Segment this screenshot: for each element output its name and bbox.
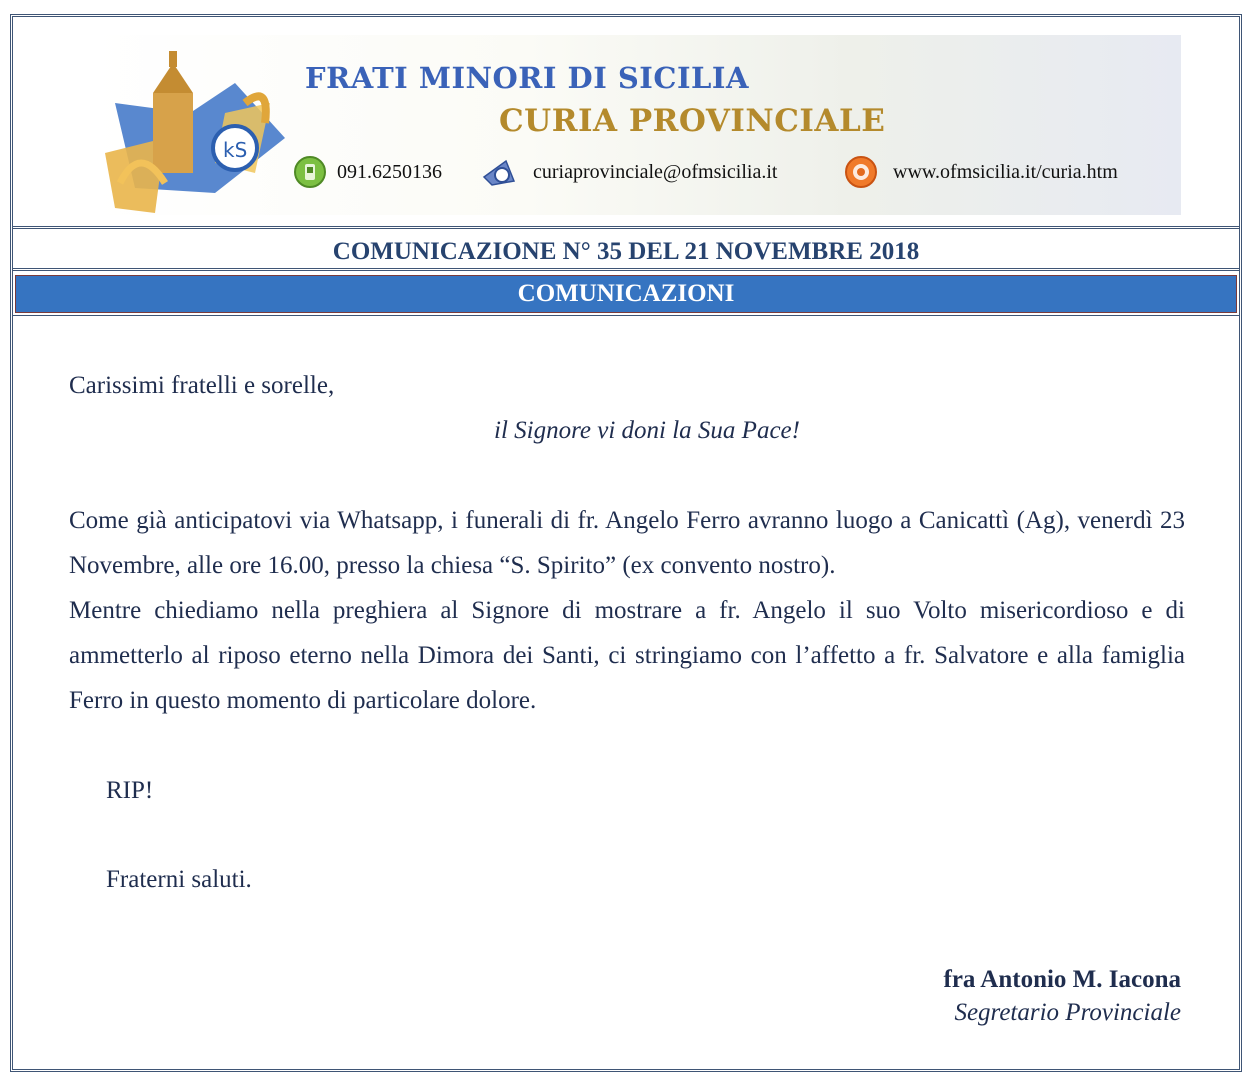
web-icon	[839, 155, 883, 189]
greeting: Carissimi fratelli e sorelle,	[69, 372, 335, 399]
communication-title: COMUNICAZIONE N° 35 DEL 21 NOVEMBRE 2018	[13, 233, 1239, 271]
phone-icon	[293, 155, 327, 189]
divider	[13, 315, 1239, 316]
logo	[95, 43, 295, 213]
svg-text:kS: kS	[223, 138, 248, 162]
signature-name: fra Antonio M. Iacona	[943, 966, 1181, 993]
contact-phone	[293, 155, 442, 189]
email-icon	[475, 155, 523, 189]
email-address[interactable]: curiaprovinciale@ofmsicilia.it	[533, 160, 778, 183]
signature-role: Segretario Provinciale	[954, 999, 1181, 1026]
paragraph-2: Mentre chiediamo nella preghiera al Signore di mostrare a fr. Angelo il suo Volto misericordioso e di ammetterlo al riposo eterno nella Dimora dei Santi, ci stringiamo con l’affetto a fr. Salvatore e alla famiglia Ferro in questo momento di particolare dolore.	[69, 597, 1185, 714]
phone-number: 091.6250136	[337, 160, 442, 183]
rip-line: RIP!	[106, 777, 154, 804]
contact-email[interactable]	[475, 155, 777, 189]
contact-website[interactable]	[839, 155, 1118, 189]
document-frame	[10, 14, 1242, 1072]
paragraph-1: Come già anticipatovi via Whatsapp, i funerali di fr. Angelo Ferro avranno luogo a Canicattì (Ag), venerdì 23 Novembre, alle ore 16.00, presso la chiesa “S. Spirito” (ex convento nostro).	[69, 507, 1185, 579]
signature-block	[944, 963, 1182, 1029]
closing-line: Fraterni saluti.	[106, 866, 252, 893]
blessing: il Signore vi doni la Sua Pace!	[494, 417, 800, 444]
org-title-line1: FRATI MINORI DI SICILIA	[305, 61, 749, 95]
header-banner	[13, 17, 1239, 229]
letter-body	[69, 363, 1185, 902]
section-bar: COMUNICAZIONI	[15, 275, 1237, 313]
org-title-line2: CURIA PROVINCIALE	[499, 103, 886, 139]
website-url[interactable]: www.ofmsicilia.it/curia.htm	[893, 160, 1118, 183]
